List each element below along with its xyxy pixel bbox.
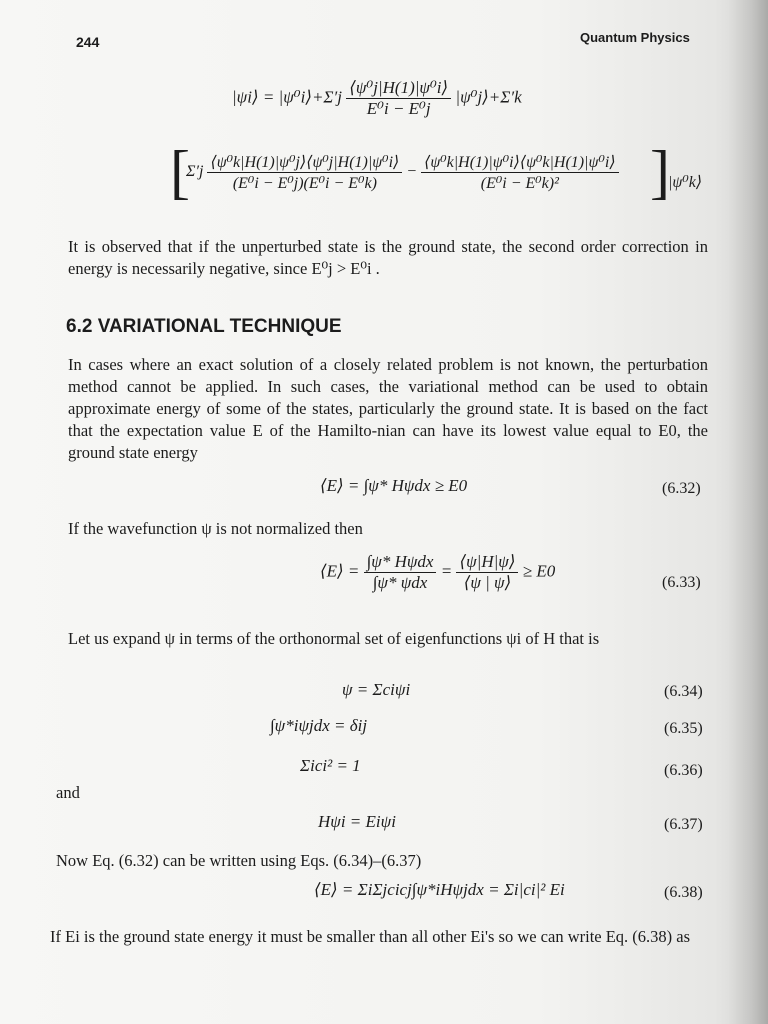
equation-top-denominator: E⁰i − E⁰j [366,99,431,118]
left-bracket: [ [170,139,190,205]
bracket-denominator-2: (E⁰i − E⁰k)² [480,175,559,192]
equation-number-634: (6.34) [664,683,703,700]
equation-top-tail: |ψ⁰j⟩+Σ′k [455,87,522,107]
bracket-numerator-2: ⟨ψ⁰k|H(1)|ψ⁰i⟩⟨ψ⁰k|H(1)|ψ⁰i⟩ [421,152,618,173]
equation-637: Hψi = Eiψi [318,812,396,831]
equation-636: Σici² = 1 [300,756,361,775]
paragraph-now-eq: Now Eq. (6.32) can be written using Eqs. (6.34)–(6.37) [56,851,422,870]
page-edge-shadow [728,0,768,1024]
paragraph-ground-state: It is observed that if the unperturbed state is the ground state, the second order correction in energy is necessarily negative, since E⁰j > E⁰i . [68,237,708,278]
equation-633-lhs: ⟨E⟩ = [320,561,360,581]
equation-number-637: (6.37) [664,816,703,833]
bracket-numerator-1: ⟨ψ⁰k|H(1)|ψ⁰j⟩⟨ψ⁰j|H(1)|ψ⁰i⟩ [207,152,402,173]
equation-top [232,78,522,119]
bracket-tail: |ψ⁰k⟩ [668,174,703,191]
equation-number-636: (6.36) [664,762,703,779]
equation-top-lhs: |ψi⟩ = |ψ⁰i⟩+Σ′j [232,87,342,107]
equation-632: ⟨E⟩ = ∫ψ* Hψdx ≥ E0 [320,476,468,495]
equation-633-fraction-1 [364,552,437,593]
equation-number-633: (6.33) [662,574,701,591]
bracket-fraction-1 [207,152,402,193]
equation-633-mid-numerator: ⟨ψ|H|ψ⟩ [456,552,518,573]
bracket-fraction-2 [421,152,618,193]
equation-633-equals: = [440,561,453,581]
equation-number-635: (6.35) [664,720,703,737]
equation-633-fraction-2 [456,552,518,593]
equation-top-fraction [346,78,451,119]
page-number: 244 [76,34,100,50]
paragraph-not-normalized: If the wavefunction ψ is not normalized then [68,519,363,538]
equation-633 [320,552,555,593]
label-and: and [56,783,80,802]
paragraph-ground-energy: If Ei is the ground state energy it must be smaller than all other Ei's so we can write Eq. (6.38) as [50,927,691,946]
bracket-denominator-1: (E⁰i − E⁰j)(E⁰i − E⁰k) [232,175,377,192]
equation-633-mid-denominator: ⟨ψ | ψ⟩ [463,573,512,592]
equation-635: ∫ψ*iψjdx = δij [270,716,368,735]
paragraph-expand: Let us expand ψ in terms of the orthonormal set of eigenfunctions ψi of H that is [68,629,600,648]
equation-638: ⟨E⟩ = ΣiΣjcicj∫ψ*iHψjdx = Σi|ci|² Ei [314,880,565,899]
equation-633-denominator: ∫ψ* ψdx [372,573,428,592]
equation-top-numerator: ⟨ψ⁰j|H(1)|ψ⁰i⟩ [346,78,451,99]
equation-634: ψ = Σciψi [342,680,411,699]
running-header: Quantum Physics [580,30,690,45]
equation-bracket [186,152,619,193]
right-bracket: ] [650,139,670,205]
equation-number-638: (6.38) [664,884,703,901]
paragraph-variational: In cases where an exact solution of a closely related problem is not known, the perturbation method cannot be applied. In such cases, the variational method can be used to obtain approximate energy of some of the states, particularly the ground state. It is based on the fact that the expectation value E of the Hamilto-nian can have its lowest value equal to E0, the ground state energy [68,355,708,462]
equation-633-numerator: ∫ψ* Hψdx [364,552,437,573]
section-heading: 6.2 VARIATIONAL TECHNIQUE [66,316,342,337]
equation-number-632: (6.32) [662,480,701,497]
bracket-sum: Σ′j [186,163,204,181]
bracket-minus: − [406,163,418,181]
equation-633-tail: ≥ E0 [522,561,556,581]
